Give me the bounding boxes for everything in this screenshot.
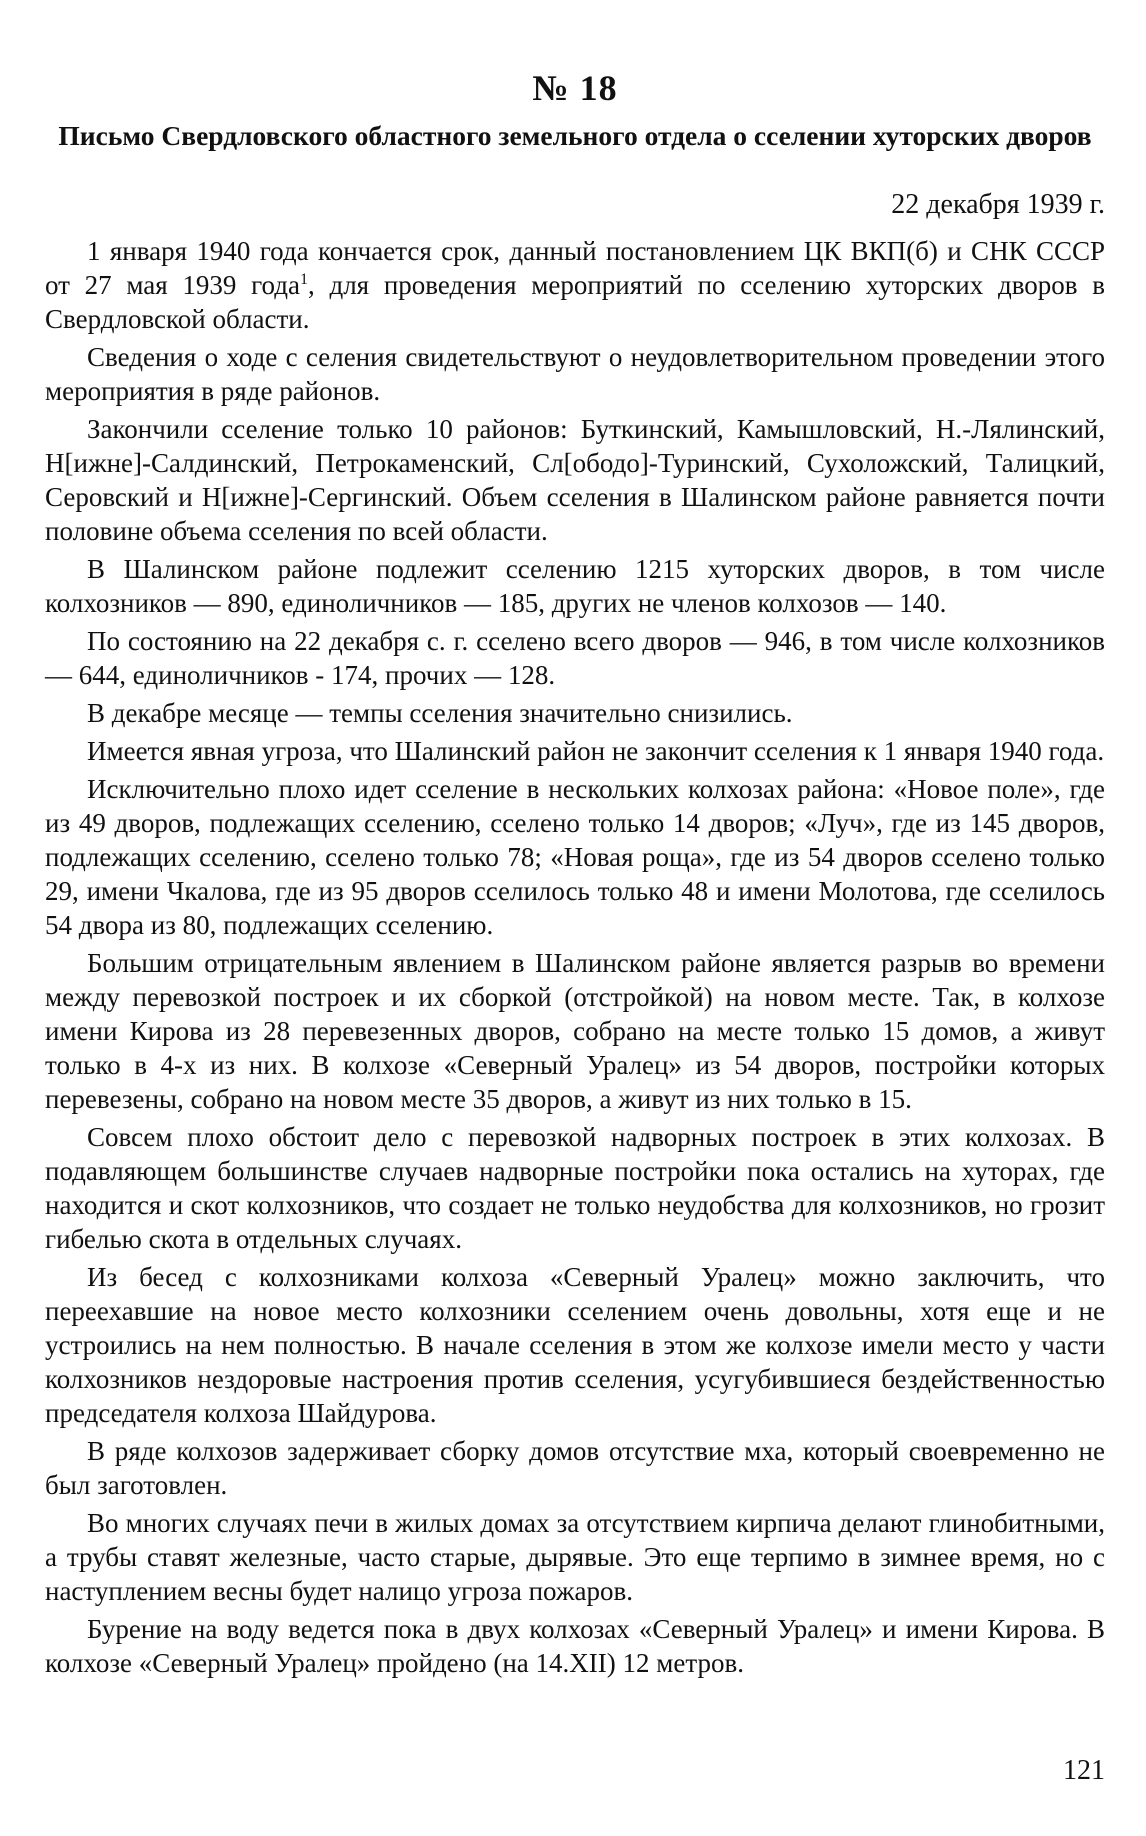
paragraph: В Шалинском районе подлежит сселению 1215 хуторских дворов, в том числе колхозников — 890, единоличников — 185, других не членов колхозов — 140.	[45, 554, 1105, 618]
paragraph: Из бесед с колхозниками колхоза «Северный Уралец» можно заключить, что переехавшие на новое место колхозники сселением очень довольны, хотя еще и не устроились на нем полностью. В начале сселения в этом же колхозе имели место у части колхозников нездоровые настроения против сселения, усугубившиеся бездейственностью председателя колхоза Шайдурова.	[45, 1262, 1105, 1428]
document-number: № 18	[532, 68, 618, 108]
paragraph-text-continued: , для проведения мероприятий по сселению хуторских дворов в Свердловской области.	[45, 270, 1105, 334]
paragraph	[45, 234, 1105, 336]
paragraph: Большим отрицательным явлением в Шалинском районе является разрыв во времени между перевозкой построек и их сборкой (отстройкой) на новом месте. Так, в колхозе имени Кирова из 28 перевезенных дворов, собрано на месте только 15 домов, а живут только в 4-х из них. В колхозе «Северный Уралец» из 54 дворов, постройки которых перевезены, собрано на новом месте 35 дворов, а живут из них только в 15.	[45, 948, 1105, 1114]
document-title: Письмо Свердловского областного земельного отдела о сселении хуторских дворов	[58, 120, 1092, 151]
page-number: 121	[1063, 1755, 1105, 1786]
paragraph: Закончили сселение только 10 районов: Буткинский, Камышловский, Н.-Лялинский, Н[ижне]-Салдинский, Петрокаменский, Сл[ободо]-Туринский, Сухоложский, Талицкий, Серовский и Н[ижне]-Сергинский. Объем сселения в Шалинском районе равняется почти половине объема сселения по всей области.	[45, 414, 1105, 546]
footnote-mark: 1	[300, 271, 308, 288]
paragraph: В декабре месяце — темпы сселения значительно снизились.	[87, 698, 793, 728]
paragraph: В ряде колхозов задерживает сборку домов отсутствие мха, который своевременно не был заготовлен.	[45, 1436, 1105, 1500]
paragraph: Имеется явная угроза, что Шалинский район не закончит сселения к 1 января 1940 года.	[87, 736, 1105, 766]
paragraph: По состоянию на 22 декабря с. г. сселено всего дворов — 946, в том числе колхозников — 644, единоличников - 174, прочих — 128.	[45, 626, 1105, 690]
document-page	[45, 60, 1105, 1800]
paragraph: Сведения о ходе с селения свидетельствуют о неудовлетворительном проведении этого мероприятия в ряде районов.	[45, 342, 1105, 406]
document-body	[45, 234, 1105, 1680]
paragraph: Исключительно плохо идет сселение в нескольких колхозах района: «Новое поле», где из 49 дворов, подлежащих сселению, сселено только 14 дворов; «Луч», где из 145 дворов, подлежащих сселению, сселено только 78; «Новая роща», где из 54 дворов сселено только 29, имени Чкалова, где из 95 дворов сселилось только 48 и имени Молотова, где сселилось 54 двора из 80, подлежащих сселению.	[45, 774, 1105, 940]
paragraph: Во многих случаях печи в жилых домах за отсутствием кирпича делают глинобитными, а трубы ставят железные, часто старые, дырявые. Это еще терпимо в зимнее время, но с наступлением весны будет налицо угроза пожаров.	[45, 1508, 1105, 1606]
paragraph: Совсем плохо обстоит дело с перевозкой надворных построек в этих колхозах. В подавляющем большинстве случаев надворные постройки пока остались на хуторах, где находится и скот колхозников, что создает не только неудобства для колхозников, но грозит гибелью скота в отдельных случаях.	[45, 1122, 1105, 1254]
paragraph: Бурение на воду ведется пока в двух колхозах «Северный Уралец» и имени Кирова. В колхозе «Северный Уралец» пройдено (на 14.XII) 12 метров.	[45, 1614, 1105, 1678]
document-date: 22 декабря 1939 г.	[891, 189, 1105, 220]
paragraph-text: 1 января 1940 года кончается срок, данный постановлением ЦК ВКП(б) и СНК СССР от 27 мая 1939 года	[45, 236, 1105, 300]
